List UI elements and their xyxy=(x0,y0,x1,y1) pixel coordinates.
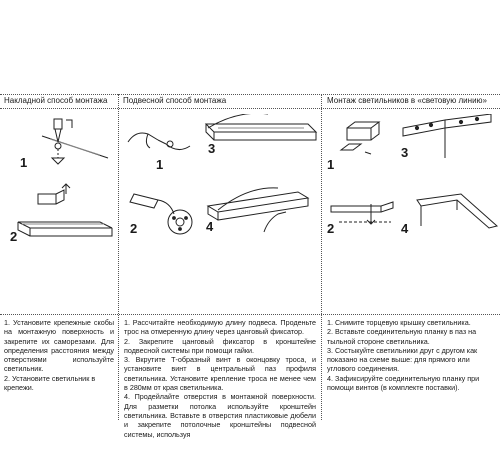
top-border xyxy=(0,94,500,95)
figure-label-2: 2 xyxy=(10,229,18,244)
step-1: 1. Снимите торцевую крышку светильника. xyxy=(327,318,471,327)
step-1: 1. Рассчитайте необходимую длину подвеса. Проденьте трос на отмеренную длину через цанговый фиксатор. xyxy=(124,318,316,337)
figure-pendant-mount xyxy=(118,114,321,314)
light-line-drawing xyxy=(321,114,500,314)
figure-label-4: 4 xyxy=(206,219,214,234)
column-heading-light-line: Монтаж светильников в «световую линию» xyxy=(327,96,487,105)
figure-surface-mount xyxy=(0,114,118,314)
step-1: 1. Установите крепежные скобы на монтажную поверхность и закрепите их саморезами. Для определения расстояния между отверстиями используйте светильник. xyxy=(4,318,114,374)
column-heading-pendant: Подвесной способ монтажа xyxy=(123,96,227,105)
figure-label-2: 2 xyxy=(327,221,335,236)
step-2: 2. Установите светильник в крепежи. xyxy=(4,373,96,393)
figure-label-3: 3 xyxy=(208,141,216,156)
column-heading-surface: Накладной способ монтажа xyxy=(4,96,108,105)
pendant-mount-drawing xyxy=(118,114,321,314)
step-3: 3. Состыкуйте светильники друг с другом как показано на схеме выше: для прямого или углового соединения. xyxy=(327,345,478,374)
instructions-light-line xyxy=(327,318,495,392)
instructions-surface xyxy=(4,318,114,392)
figure-label-1: 1 xyxy=(20,155,28,170)
step-3: 3. Вкрутите Т-образный винт в оконцовку троса, и установите винт в центральный паз профиля светильника. Установите крепление троса не менее чем в 280мм от края светильника. xyxy=(124,355,316,393)
step-4: 4. Зафиксируйте соединительную планку при помощи винтов (в комплекте поставки). xyxy=(327,373,480,393)
header-divider xyxy=(0,108,500,109)
text-divider xyxy=(0,314,500,315)
surface-mount-drawing xyxy=(0,114,118,314)
figure-label-2: 2 xyxy=(130,221,138,236)
instruction-sheet xyxy=(0,90,500,439)
step-4: 4. Продейлайте отверстия в монтажной поверхности. Для разметки потолка используйте кронштейн светильника. Вставьте в отверстия пластиковые дюбели и закрепите потолочные кронштейны подвесной системы, используя xyxy=(124,392,316,439)
step-2: 2. Закрепите цанговый фиксатор в кронштейне подвесной системы при помощи гайки. xyxy=(124,336,316,355)
step-2: 2. Вставьте соединительную планку в паз на тыльной стороне светильника. xyxy=(327,327,477,346)
figure-label-3: 3 xyxy=(401,145,409,160)
instructions-pendant xyxy=(124,318,316,439)
figure-label-1: 1 xyxy=(156,157,164,172)
figure-label-1: 1 xyxy=(327,157,335,172)
figure-light-line xyxy=(321,114,500,314)
figure-label-4: 4 xyxy=(401,221,409,236)
